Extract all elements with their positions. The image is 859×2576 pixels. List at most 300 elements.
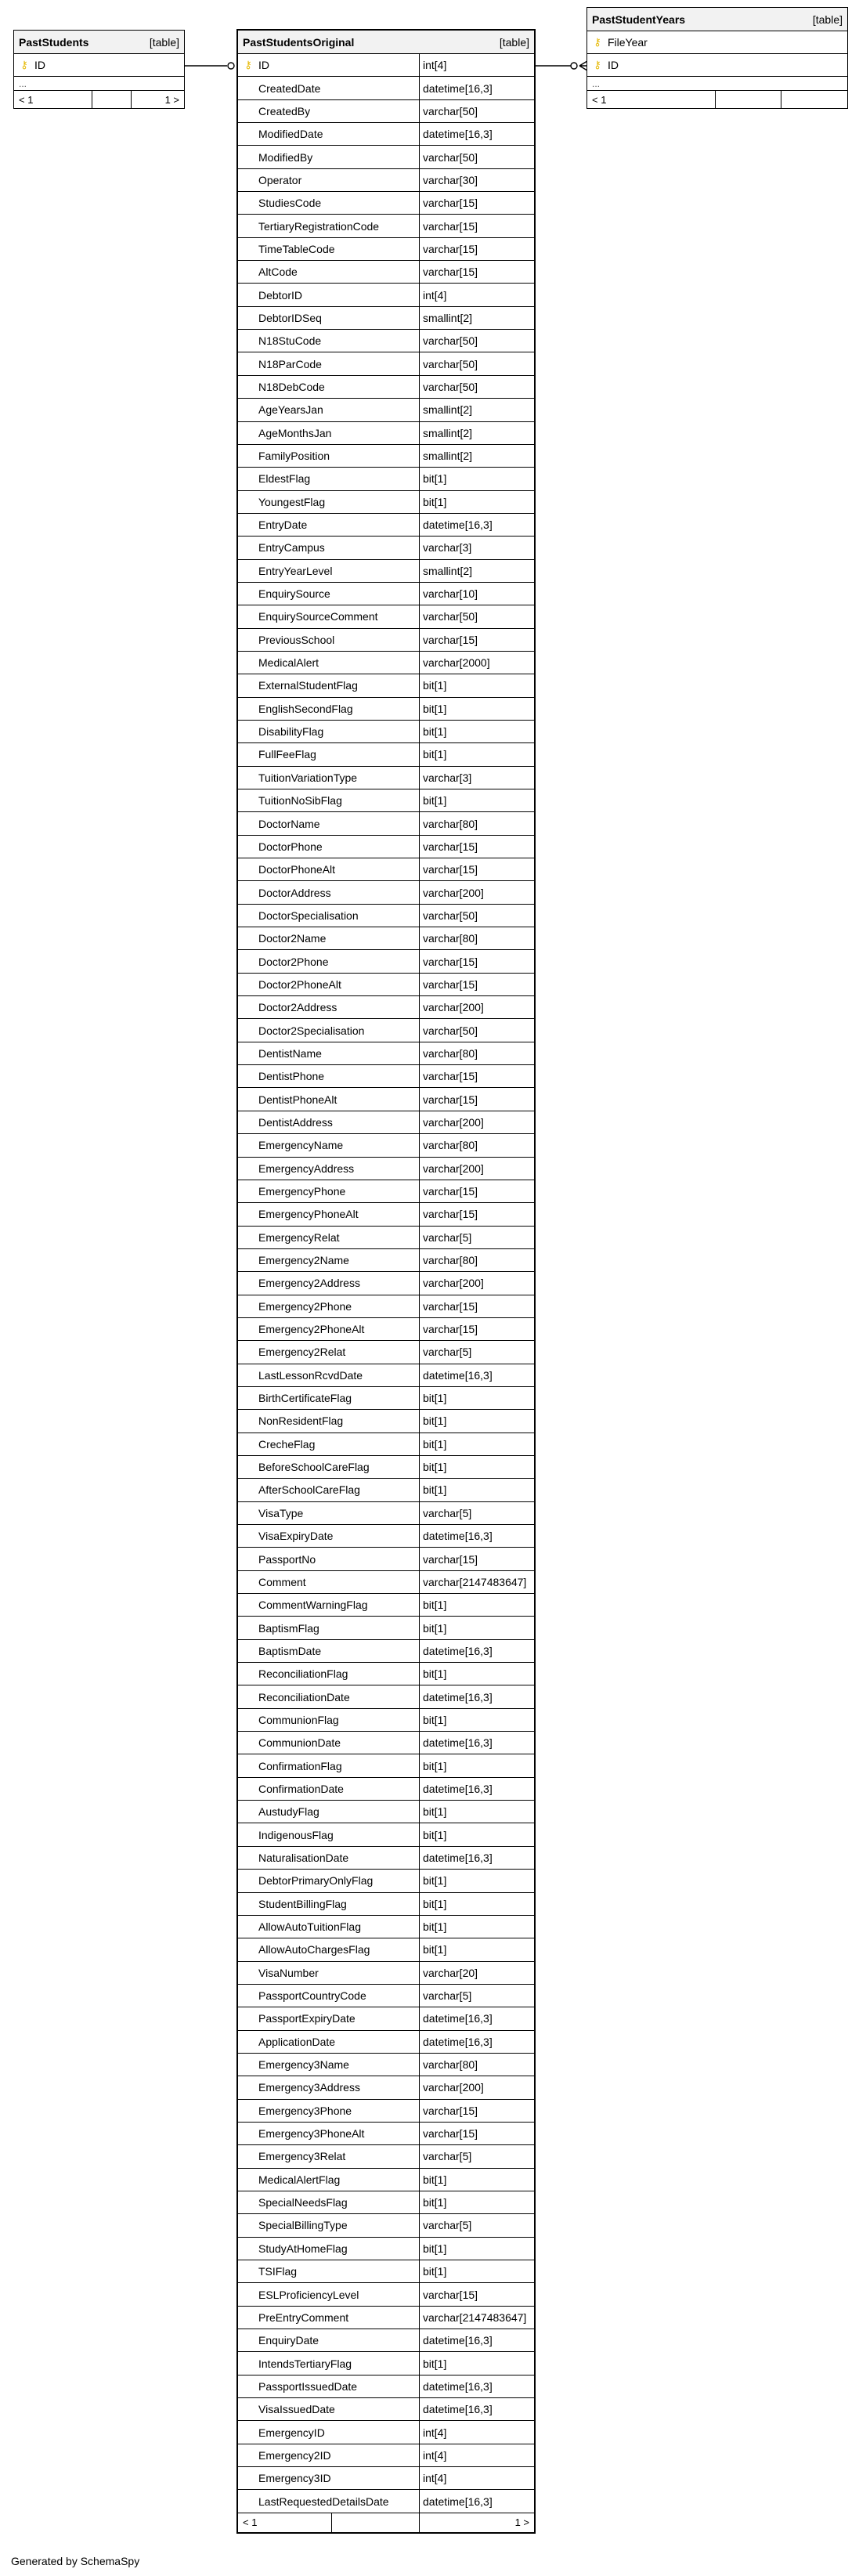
column-name[interactable]: EmergencyPhone (258, 1185, 346, 1198)
column-name[interactable]: DebtorID (258, 288, 303, 302)
column-name-cell (238, 1272, 420, 1294)
column-name[interactable]: FileYear (608, 36, 648, 49)
column-name[interactable]: DoctorPhone (258, 840, 323, 853)
column-name-cell (238, 422, 420, 444)
column-row[interactable] (238, 192, 534, 215)
column-name[interactable]: EmergencyRelat (258, 1230, 340, 1244)
column-row[interactable] (238, 1663, 534, 1685)
column-name-cell (238, 1778, 420, 1800)
column-name[interactable]: AfterSchoolCareFlag (258, 1483, 360, 1497)
column-type: datetime[16,3] (423, 2012, 493, 2025)
column-name[interactable]: SpecialBillingType (258, 2219, 348, 2232)
column-name[interactable]: CommunionDate (258, 1736, 341, 1750)
column-name[interactable]: TuitionVariationType (258, 771, 358, 784)
column-type: smallint[2] (423, 450, 473, 463)
column-name[interactable]: DoctorPhoneAlt (258, 863, 336, 876)
column-name[interactable]: AustudyFlag (258, 1805, 319, 1819)
parents-count[interactable]: < 1 (238, 2513, 332, 2532)
column-row[interactable] (238, 583, 534, 605)
column-row[interactable] (238, 1847, 534, 1870)
column-name[interactable]: ConfirmationDate (258, 1782, 344, 1795)
column-type: int[4] (423, 2448, 447, 2462)
column-name[interactable]: AgeYearsJan (258, 403, 323, 417)
column-row[interactable] (238, 2076, 534, 2099)
column-name-cell (238, 1042, 420, 1064)
column-row[interactable] (238, 1387, 534, 1410)
column-name[interactable]: Doctor2Name (258, 932, 327, 945)
column-type: varchar[200] (423, 2081, 484, 2094)
column-name[interactable]: N18ParCode (258, 357, 322, 370)
column-name[interactable]: Emergency2PhoneAlt (258, 1323, 365, 1336)
column-name[interactable]: VisaNumber (258, 1966, 319, 1979)
column-row[interactable] (238, 1111, 534, 1134)
column-name[interactable]: BeforeSchoolCareFlag (258, 1461, 370, 1474)
column-row[interactable] (238, 2283, 534, 2306)
column-name-cell (587, 31, 849, 53)
column-row[interactable] (238, 629, 534, 652)
column-row[interactable] (238, 514, 534, 537)
column-name[interactable]: DentistPhoneAlt (258, 1093, 337, 1106)
column-name-cell (238, 1571, 420, 1593)
column-type: bit[1] (423, 1667, 447, 1681)
column-type: bit[1] (423, 1943, 447, 1956)
column-type: varchar[50] (423, 380, 478, 393)
column-type: varchar[50] (423, 357, 478, 370)
column-row[interactable] (238, 1754, 534, 1777)
column-name[interactable]: Comment (258, 1575, 306, 1588)
column-name[interactable]: CommentWarningFlag (258, 1599, 368, 1612)
column-row[interactable] (238, 307, 534, 330)
column-row[interactable] (238, 2123, 534, 2145)
column-name[interactable]: MedicalAlertFlag (258, 2173, 341, 2186)
column-name[interactable]: BirthCertificateFlag (258, 1392, 352, 1405)
column-name[interactable]: Doctor2PhoneAlt (258, 977, 341, 991)
column-row[interactable] (238, 169, 534, 192)
column-name-cell (238, 1295, 420, 1317)
column-row[interactable] (238, 905, 534, 927)
column-type: smallint[2] (423, 311, 473, 324)
column-row[interactable] (238, 2421, 534, 2444)
column-type: bit[1] (423, 1483, 447, 1497)
column-row[interactable] (238, 1272, 534, 1295)
column-row[interactable] (238, 2352, 534, 2375)
column-row[interactable] (238, 950, 534, 973)
column-row[interactable] (238, 1685, 534, 1708)
column-row[interactable] (238, 468, 534, 490)
column-row[interactable] (238, 1801, 534, 1823)
column-name[interactable]: SpecialNeedsFlag (258, 2196, 348, 2209)
column-name-cell (238, 2054, 420, 2076)
column-name-cell (238, 836, 420, 858)
column-name[interactable]: VisaExpiryDate (258, 1530, 334, 1543)
column-name[interactable]: EnglishSecondFlag (258, 702, 353, 715)
column-row[interactable] (238, 1318, 534, 1341)
column-row[interactable] (238, 2191, 534, 2214)
column-name[interactable]: EldestFlag (258, 472, 311, 486)
column-type: bit[1] (423, 1874, 447, 1888)
column-name[interactable]: VisaIssuedDate (258, 2403, 335, 2416)
column-name[interactable]: TSIFlag (258, 2265, 298, 2278)
column-name[interactable]: AltCode (258, 266, 298, 279)
column-row[interactable] (238, 605, 534, 628)
column-row[interactable] (238, 698, 534, 721)
column-name[interactable]: FamilyPosition (258, 450, 330, 463)
children-count[interactable]: 1 > (514, 2516, 529, 2529)
column-name-cell (238, 1502, 420, 1524)
column-row[interactable] (238, 674, 534, 697)
column-name[interactable]: NaturalisationDate (258, 1851, 349, 1864)
column-row[interactable] (238, 1870, 534, 1892)
column-name[interactable]: PassportIssuedDate (258, 2379, 358, 2393)
column-name[interactable]: ModifiedBy (258, 150, 313, 164)
column-name[interactable]: NonResidentFlag (258, 1414, 344, 1428)
column-name-cell (238, 77, 420, 99)
column-row[interactable] (238, 789, 534, 812)
column-name-cell (238, 352, 420, 374)
table-name[interactable]: PastStudentsOriginal (243, 35, 355, 49)
column-row[interactable] (238, 1341, 534, 1364)
column-row[interactable] (238, 100, 534, 123)
column-type: varchar[200] (423, 886, 484, 899)
column-name[interactable]: Doctor2Address (258, 1001, 337, 1014)
column-name[interactable]: Emergency3ID (258, 2472, 331, 2485)
column-name[interactable]: Emergency3Address (258, 2081, 360, 2094)
column-name-cell (238, 1410, 420, 1432)
column-row[interactable] (238, 927, 534, 950)
column-row[interactable] (238, 1249, 534, 1272)
column-name[interactable]: IndigenousFlag (258, 1828, 334, 1841)
column-name[interactable]: N18StuCode (258, 334, 322, 348)
column-name[interactable]: StudyAtHomeFlag (258, 2242, 348, 2255)
column-name[interactable]: DentistAddress (258, 1115, 333, 1129)
column-row[interactable] (238, 1525, 534, 1548)
column-name[interactable]: CreatedBy (258, 104, 311, 117)
column-name[interactable]: N18DebCode (258, 380, 325, 393)
column-row[interactable] (238, 1019, 534, 1042)
column-name[interactable]: EmergencyID (258, 2426, 325, 2439)
column-type: int[4] (423, 2426, 447, 2439)
column-type: varchar[80] (423, 1046, 478, 1060)
column-name-cell (238, 1732, 420, 1754)
column-name[interactable]: DebtorPrimaryOnlyFlag (258, 1874, 374, 1888)
column-name[interactable]: YoungestFlag (258, 495, 326, 508)
column-row[interactable] (238, 491, 534, 514)
column-name[interactable]: DoctorName (258, 817, 320, 830)
column-name[interactable]: TertiaryRegistrationCode (258, 219, 380, 233)
column-name[interactable]: EnquiryDate (258, 2334, 319, 2347)
column-type: bit[1] (423, 2357, 447, 2370)
column-name[interactable]: Operator (258, 173, 302, 186)
column-row[interactable] (238, 445, 534, 468)
column-row[interactable] (238, 422, 534, 445)
column-row[interactable] (587, 31, 847, 54)
column-name-cell (238, 2352, 420, 2374)
column-name-cell (238, 1617, 420, 1638)
column-row[interactable] (238, 2145, 534, 2168)
column-name[interactable]: Emergency2Name (258, 1254, 349, 1267)
column-name-cell (238, 2169, 420, 2191)
column-name[interactable]: ReconciliationFlag (258, 1667, 348, 1681)
column-name[interactable]: EmergencyName (258, 1139, 344, 1152)
column-row[interactable] (238, 996, 534, 1019)
column-name[interactable]: EntryYearLevel (258, 564, 333, 577)
column-name[interactable]: DentistName (258, 1046, 322, 1060)
column-name[interactable]: ReconciliationDate (258, 1690, 350, 1703)
column-name[interactable]: PassportExpiryDate (258, 2012, 356, 2025)
more-columns: ... (14, 77, 184, 91)
column-name[interactable]: Emergency2Phone (258, 1299, 352, 1313)
column-row[interactable] (238, 1502, 534, 1525)
column-row[interactable] (238, 1433, 534, 1456)
column-row[interactable] (238, 54, 534, 77)
column-name[interactable]: StudiesCode (258, 197, 322, 210)
column-row[interactable] (238, 721, 534, 743)
column-name[interactable]: CommunionFlag (258, 1713, 339, 1726)
column-name-cell (238, 1801, 420, 1823)
column-name[interactable]: ConfirmationFlag (258, 1759, 342, 1772)
column-row[interactable] (238, 1227, 534, 1249)
column-type: varchar[50] (423, 610, 478, 623)
table-name[interactable]: PastStudents (19, 35, 89, 49)
column-name[interactable]: AgeMonthsJan (258, 426, 332, 439)
column-type: varchar[2000] (423, 656, 490, 670)
column-name[interactable]: DisabilityFlag (258, 725, 324, 739)
column-row[interactable] (238, 652, 534, 674)
column-type: datetime[16,3] (423, 2035, 493, 2048)
column-row[interactable] (238, 2467, 534, 2490)
column-row[interactable] (238, 2100, 534, 2123)
column-name[interactable]: FullFeeFlag (258, 748, 316, 761)
column-name[interactable]: EntryDate (258, 518, 308, 532)
column-name[interactable]: TuitionNoSibFlag (258, 794, 342, 807)
column-row[interactable] (238, 2329, 534, 2352)
column-type: bit[1] (423, 748, 447, 761)
column-row[interactable] (238, 1594, 534, 1617)
column-name[interactable]: ESLProficiencyLevel (258, 2288, 359, 2301)
column-row[interactable] (238, 1962, 534, 1985)
column-name[interactable]: Emergency2Relat (258, 1346, 346, 1359)
column-name-cell (238, 2191, 420, 2213)
table-name[interactable]: PastStudentYears (592, 13, 686, 26)
column-row[interactable] (238, 2444, 534, 2467)
column-row[interactable] (238, 1709, 534, 1732)
column-name[interactable]: BaptismDate (258, 1644, 322, 1657)
column-type: varchar[15] (423, 1323, 478, 1336)
column-row[interactable] (238, 146, 534, 168)
column-name[interactable]: Emergency3Relat (258, 2150, 346, 2163)
column-name[interactable]: ModifiedDate (258, 128, 323, 141)
column-row[interactable] (238, 399, 534, 421)
column-name[interactable]: Doctor2Specialisation (258, 1024, 365, 1037)
column-name[interactable]: ID (608, 59, 619, 71)
column-name-cell (238, 2283, 420, 2305)
column-type: bit[1] (423, 1437, 447, 1451)
column-type: datetime[16,3] (423, 1368, 493, 1382)
column-type: varchar[80] (423, 932, 478, 945)
column-row[interactable] (238, 858, 534, 881)
column-row[interactable] (238, 1893, 534, 1916)
column-row[interactable] (238, 1938, 534, 1961)
column-name[interactable]: DoctorAddress (258, 886, 331, 899)
column-name[interactable]: PreviousSchool (258, 633, 335, 646)
column-row[interactable] (238, 1203, 534, 1226)
column-name[interactable]: LastRequestedDetailsDate (258, 2495, 389, 2508)
column-row[interactable] (238, 743, 534, 766)
column-name[interactable]: Doctor2Phone (258, 955, 329, 968)
column-row[interactable] (238, 376, 534, 399)
column-name-cell (238, 2145, 420, 2167)
column-row[interactable] (238, 2238, 534, 2260)
column-name-cell (238, 1019, 420, 1041)
table-footer (587, 91, 847, 108)
column-name-cell (238, 399, 420, 421)
table-past-student-years[interactable] (587, 7, 848, 109)
column-name[interactable]: PassportCountryCode (258, 1989, 366, 2003)
column-row[interactable] (238, 1088, 534, 1111)
column-row[interactable] (238, 560, 534, 583)
table-past-students-original[interactable] (236, 29, 536, 2534)
column-row[interactable] (238, 1916, 534, 1938)
column-row[interactable] (238, 2307, 534, 2329)
column-type: bit[1] (423, 1599, 447, 1612)
column-name[interactable]: EnquirySource (258, 587, 330, 601)
column-row[interactable] (238, 238, 534, 261)
column-row[interactable] (238, 2031, 534, 2054)
column-row[interactable] (238, 261, 534, 284)
column-name-cell (238, 1111, 420, 1133)
column-row[interactable] (238, 537, 534, 559)
column-name[interactable]: EmergencyAddress (258, 1162, 355, 1175)
column-row[interactable] (238, 1571, 534, 1594)
column-name-cell (238, 698, 420, 720)
column-row[interactable] (238, 1732, 534, 1754)
column-row[interactable] (238, 215, 534, 237)
column-name[interactable]: Emergency3Phone (258, 2104, 352, 2117)
column-name[interactable]: CreatedDate (258, 81, 321, 95)
column-name[interactable]: EmergencyPhoneAlt (258, 1208, 359, 1221)
column-name[interactable]: PassportNo (258, 1552, 316, 1566)
column-type: varchar[200] (423, 1162, 484, 1175)
generated-by-credit[interactable]: Generated by SchemaSpy (11, 2555, 140, 2567)
column-name[interactable]: AllowAutoTuitionFlag (258, 1920, 361, 1934)
column-type: varchar[5] (423, 1506, 472, 1519)
column-row[interactable] (14, 54, 184, 77)
column-name-cell (238, 1180, 420, 1202)
column-name[interactable]: IntendsTertiaryFlag (258, 2357, 352, 2370)
column-row[interactable] (238, 767, 534, 789)
column-name[interactable]: EntryCampus (258, 541, 325, 555)
column-row[interactable] (238, 1134, 534, 1157)
column-row[interactable] (238, 2214, 534, 2237)
column-type: datetime[16,3] (423, 1782, 493, 1795)
column-name[interactable]: DoctorSpecialisation (258, 909, 359, 922)
column-name-cell (238, 146, 420, 168)
column-row[interactable] (238, 1065, 534, 1088)
parents-count[interactable]: < 1 (587, 91, 716, 108)
column-name[interactable]: PreEntryComment (258, 2310, 349, 2324)
column-row[interactable] (587, 54, 847, 77)
column-row[interactable] (238, 2490, 534, 2513)
children-count[interactable]: 1 > (164, 93, 179, 106)
column-row[interactable] (238, 77, 534, 99)
column-row[interactable] (238, 1778, 534, 1801)
parents-count[interactable]: < 1 (14, 91, 92, 108)
column-name[interactable]: ExternalStudentFlag (258, 679, 358, 692)
table-past-students[interactable] (13, 30, 185, 109)
column-row[interactable] (238, 1617, 534, 1639)
column-row[interactable] (238, 1295, 534, 1318)
column-row[interactable] (238, 812, 534, 835)
column-name[interactable]: StudentBillingFlag (258, 1897, 347, 1910)
column-row[interactable] (238, 2054, 534, 2076)
column-row[interactable] (238, 1548, 534, 1570)
column-type: varchar[15] (423, 1299, 478, 1313)
relation-end-circle (571, 63, 577, 69)
column-name[interactable]: VisaType (258, 1506, 304, 1519)
column-row[interactable] (238, 2007, 534, 2030)
column-row[interactable] (238, 974, 534, 996)
column-name[interactable]: CrecheFlag (258, 1437, 316, 1451)
column-name[interactable]: Emergency2ID (258, 2448, 331, 2462)
column-name-cell (238, 123, 420, 145)
column-row[interactable] (238, 330, 534, 352)
column-name[interactable]: EnquirySourceComment (258, 610, 378, 623)
column-row[interactable] (238, 1410, 534, 1433)
column-name[interactable]: ID (258, 59, 269, 72)
column-name[interactable]: Emergency3Name (258, 2058, 349, 2072)
column-name[interactable]: BaptismFlag (258, 1621, 319, 1635)
column-row[interactable] (238, 2169, 534, 2191)
column-row[interactable] (238, 1456, 534, 1479)
column-row[interactable] (238, 284, 534, 306)
column-name-cell (238, 1663, 420, 1685)
column-name[interactable]: Emergency3PhoneAlt (258, 2127, 365, 2141)
column-row[interactable] (238, 2260, 534, 2283)
column-row[interactable] (238, 1158, 534, 1180)
column-row[interactable] (238, 1180, 534, 1203)
column-row[interactable] (238, 1985, 534, 2007)
column-name[interactable]: ID (34, 59, 45, 71)
column-row[interactable] (238, 1042, 534, 1065)
column-name[interactable]: TimeTableCode (258, 242, 335, 255)
column-type: varchar[15] (423, 1093, 478, 1106)
column-name[interactable]: LastLessonRcvdDate (258, 1368, 363, 1382)
column-row[interactable] (238, 1823, 534, 1846)
column-row[interactable] (238, 123, 534, 146)
column-row[interactable] (238, 836, 534, 858)
column-name[interactable]: Emergency2Address (258, 1277, 360, 1290)
column-type: bit[1] (423, 1897, 447, 1910)
column-row[interactable] (238, 881, 534, 904)
column-name[interactable]: DentistPhone (258, 1070, 325, 1083)
column-name[interactable]: AllowAutoChargesFlag (258, 1943, 370, 1956)
column-name-cell (238, 996, 420, 1018)
column-type: bit[1] (423, 794, 447, 807)
column-type: bit[1] (423, 702, 447, 715)
column-row[interactable] (238, 2375, 534, 2398)
column-name-cell (238, 2123, 420, 2144)
column-name-cell (238, 1870, 420, 1891)
column-row[interactable] (238, 1640, 534, 1663)
column-row[interactable] (238, 1364, 534, 1387)
column-name[interactable]: ApplicationDate (258, 2035, 336, 2048)
column-name[interactable]: DebtorIDSeq (258, 311, 322, 324)
column-row[interactable] (238, 1479, 534, 1501)
column-name[interactable]: MedicalAlert (258, 656, 319, 670)
column-row[interactable] (238, 2398, 534, 2421)
column-row[interactable] (238, 352, 534, 375)
column-type: varchar[50] (423, 104, 478, 117)
